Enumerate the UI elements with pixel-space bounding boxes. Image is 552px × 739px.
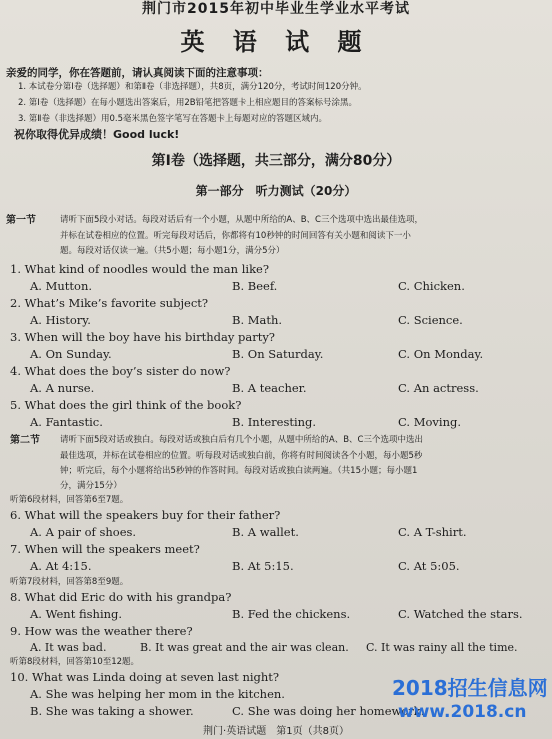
notice-wish: 祝你取得优异成绩！Good luck! (14, 128, 180, 141)
question-1: 1. What kind of noodles would the man like? (10, 262, 270, 276)
section2-instruction-2: 最佳选项，并标在试卷相应的位置。听每段对话或独白前，你将有时间阅读各个小题，每小题5秒 (60, 451, 423, 461)
watermark-site-name: 2018招生信息网 (392, 676, 548, 700)
notice-heading: 亲爱的同学，你在答题前，请认真阅读下面的注意事项： (6, 67, 269, 79)
volume-title: 第Ⅰ卷（选择题，共三部分，满分80分） (151, 153, 401, 169)
q1-option-c: C. Chicken. (398, 279, 465, 293)
watermark-site-url: www.2018.cn (398, 702, 527, 722)
section2-instruction-1: 请听下面5段对话或独白。每段对话或独白后有几个小题，从题中所给的A、B、C三个选项中选出 (60, 435, 423, 445)
q6-option-c: C. A T-shirt. (398, 525, 467, 539)
question-4: 4. What does the boy’s sister do now? (10, 364, 231, 378)
q1-option-b: B. Beef. (232, 279, 278, 293)
material-8-9: 听第7段材料，回答第8至9题。 (10, 577, 129, 587)
question-7: 7. When will the speakers meet? (10, 542, 200, 556)
q9-option-a: A. It was bad. (30, 641, 107, 654)
q1-option-a: A. Mutton. (30, 279, 93, 293)
q8-option-b: B. Fed the chickens. (232, 607, 351, 621)
q2-option-a: A. History. (30, 313, 91, 327)
section2-instruction-3: 钟；听完后，每个小题将给出5秒钟的作答时间。每段对话或独白读两遍。（共15小题；每小题1 (60, 466, 418, 476)
section2-instruction-4: 分，满分15分） (60, 481, 122, 491)
q4-option-b: B. A teacher. (232, 381, 307, 395)
q5-option-c: C. Moving. (398, 415, 461, 429)
q8-option-a: A. Went fishing. (30, 607, 123, 621)
q8-option-c: C. Watched the stars. (398, 607, 523, 621)
q6-option-a: A. A pair of shoes. (30, 525, 137, 539)
section1-instruction-2: 并标在试卷相应的位置。听完每段对话后，你都将有10秒钟的时间回答有关小题和阅读下一小 (60, 231, 411, 241)
q5-option-b: B. Interesting. (232, 415, 317, 429)
q4-option-a: A. A nurse. (30, 381, 95, 395)
section1-instruction-1: 请听下面5段小对话。每段对话后有一个小题，从题中所给的A、B、C三个选项中选出最佳选项， (60, 215, 423, 225)
q3-option-c: C. On Monday. (398, 347, 484, 361)
q7-option-b: B. At 5:15. (232, 559, 294, 573)
q9-option-c: C. It was rainy all the time. (366, 641, 518, 654)
notice-item-2: 2. 第Ⅰ卷（选择题）在每小题选出答案后，用2B铅笔把答题卡上相应题目的答案标号涂黑。 (18, 98, 358, 108)
q4-option-c: C. An actress. (398, 381, 479, 395)
question-2: 2. What’s Mike’s favorite subject? (10, 296, 209, 310)
question-5: 5. What does the girl think of the book? (10, 398, 242, 412)
q10-option-c: C. She was doing her homework. (232, 704, 425, 718)
material-6-7: 听第6段材料，回答第6至7题。 (10, 495, 129, 505)
question-3: 3. When will the boy have his birthday party? (10, 330, 275, 344)
q6-option-b: B. A wallet. (232, 525, 299, 539)
q9-option-b: B. It was great and the air was clean. (140, 641, 349, 654)
q10-option-a: A. She was helping her mom in the kitchen. (30, 687, 285, 701)
q2-option-c: C. Science. (398, 313, 463, 327)
exam-title: 荆门市2015年初中毕业生学业水平考试 (142, 1, 410, 17)
material-10-12: 听第8段材料，回答第10至12题。 (10, 657, 140, 667)
q5-option-a: A. Fantastic. (30, 415, 103, 429)
question-6: 6. What will the speakers buy for their father? (10, 508, 281, 522)
section1-label: 第一节 (6, 215, 36, 226)
section1-instruction-3: 题。每段对话仅读一遍。（共5小题；每小题1分，满分5分） (60, 246, 285, 256)
question-10: 10. What was Linda doing at seven last night? (10, 670, 280, 684)
subject-title: 英 语 试 题 (180, 28, 372, 56)
part1-title: 第一部分 听力测试（20分） (195, 184, 357, 198)
q2-option-b: B. Math. (232, 313, 283, 327)
q7-option-a: A. At 4:15. (30, 559, 92, 573)
question-8: 8. What did Eric do with his grandpa? (10, 590, 232, 604)
q7-option-c: C. At 5:05. (398, 559, 460, 573)
notice-item-3: 3. 第Ⅱ卷（非选择题）用0.5毫米黑色签字笔写在答题卡上每题对应的答题区域内。 (18, 114, 328, 124)
page-footer: 荆门·英语试题 第1页（共8页） (203, 726, 349, 737)
section2-label: 第二节 (10, 435, 40, 446)
q10-option-b: B. She was taking a shower. (30, 704, 194, 718)
q3-option-b: B. On Saturday. (232, 347, 324, 361)
q3-option-a: A. On Sunday. (30, 347, 112, 361)
question-9: 9. How was the weather there? (10, 624, 193, 638)
notice-item-1: 1. 本试卷分第Ⅰ卷（选择题）和第Ⅱ卷（非选择题），共8页，满分120分，考试时间120分钟。 (18, 82, 367, 92)
